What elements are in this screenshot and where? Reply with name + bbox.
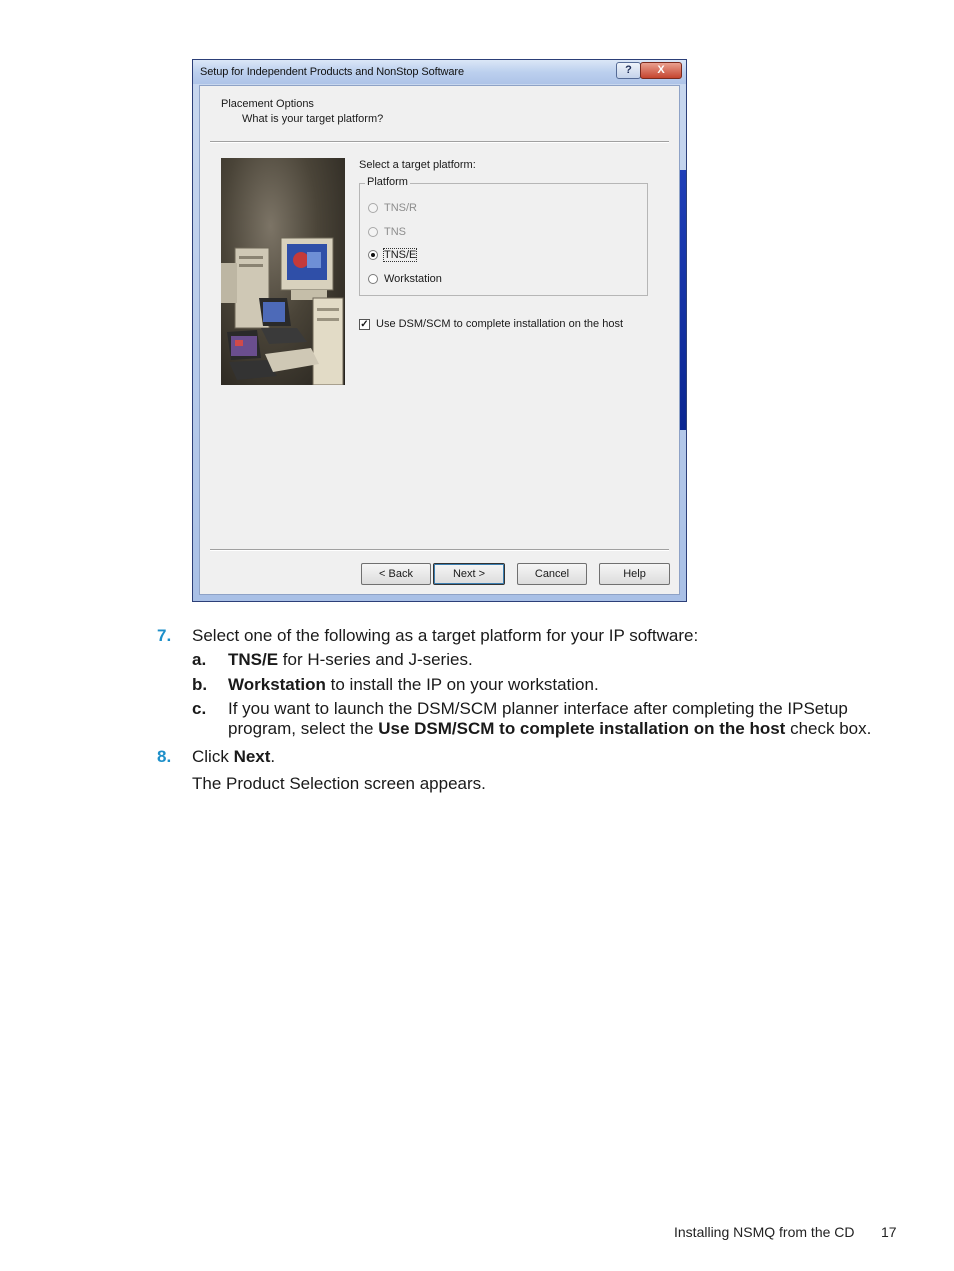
- radio-button[interactable]: [368, 227, 378, 237]
- footer-divider: [210, 549, 669, 551]
- substep-b-text: [228, 675, 599, 695]
- substep-a-letter: a.: [192, 650, 207, 669]
- radio-button[interactable]: [368, 274, 378, 284]
- footer-section-title: Installing NSMQ from the CD: [674, 1224, 855, 1240]
- step-8-text: [192, 747, 275, 767]
- header-subtitle: What is your target platform?: [242, 113, 384, 125]
- substep-a-bold: TNS/E: [228, 650, 279, 669]
- radio-button[interactable]: [368, 203, 378, 213]
- substep-c-bold: Use DSM/SCM to complete installation on the host: [378, 719, 786, 738]
- step-8-pre: Click: [192, 747, 234, 766]
- substep-a-rest: for H-series and J-series.: [278, 650, 473, 669]
- platform-groupbox: [359, 176, 648, 296]
- help-button[interactable]: Help: [599, 563, 670, 585]
- radio-tns[interactable]: [368, 225, 406, 239]
- substep-c-line2: [228, 719, 871, 739]
- radio-label: TNS/E: [384, 249, 417, 261]
- radio-button-selected[interactable]: [368, 250, 378, 260]
- header-divider: [210, 141, 669, 143]
- use-dsm-scm-checkbox[interactable]: ✓: [360, 318, 369, 330]
- cancel-button[interactable]: Cancel: [517, 563, 587, 585]
- computers-illustration: [221, 158, 345, 385]
- computers-image: [221, 158, 345, 385]
- substep-b-letter: b.: [192, 675, 208, 694]
- substep-b-bold: Workstation: [228, 675, 326, 694]
- window-frame-accent: [680, 170, 686, 430]
- radio-label: TNS: [384, 226, 406, 238]
- step-8-number: 8.: [157, 747, 172, 766]
- dialog-title: Setup for Independent Products and NonStop Software: [200, 66, 464, 78]
- next-button[interactable]: Next >: [433, 563, 505, 585]
- help-title-button[interactable]: ?: [616, 62, 641, 79]
- setup-dialog-screenshot: [192, 59, 687, 602]
- step-8-post: .: [270, 747, 276, 766]
- substep-c-pre: program, select the: [228, 719, 379, 738]
- step-8-result: The Product Selection screen appears.: [192, 774, 486, 793]
- use-dsm-scm-checkbox-row[interactable]: [359, 318, 623, 330]
- use-dsm-scm-label: Use DSM/SCM to complete installation on the host: [376, 318, 624, 330]
- substep-c-post: check box.: [785, 719, 872, 738]
- step-7-number: 7.: [157, 626, 172, 645]
- close-icon[interactable]: X: [640, 62, 682, 79]
- step-8-bold: Next: [233, 747, 271, 766]
- substep-c-line1: If you want to launch the DSM/SCM planner interface after completing the IPSetup: [228, 699, 848, 718]
- title-bar: [193, 60, 686, 84]
- radio-label: Workstation: [384, 273, 442, 285]
- select-platform-label: Select a target platform:: [359, 159, 476, 171]
- substep-c-letter: c.: [192, 699, 207, 718]
- step-7-text: Select one of the following as a target platform for your IP software:: [192, 626, 699, 645]
- page-number: 17: [881, 1224, 897, 1240]
- back-button[interactable]: < Back: [361, 563, 431, 585]
- radio-tns-e[interactable]: [368, 248, 416, 262]
- substep-b-rest: to install the IP on your workstation.: [325, 675, 599, 694]
- dialog-client-area: [199, 85, 680, 595]
- radio-tns-r[interactable]: [368, 201, 417, 215]
- radio-workstation[interactable]: [368, 272, 442, 286]
- platform-group-label: Platform: [367, 176, 408, 188]
- header-title: Placement Options: [221, 98, 314, 110]
- substep-a-text: [228, 650, 473, 670]
- radio-label: TNS/R: [384, 202, 417, 214]
